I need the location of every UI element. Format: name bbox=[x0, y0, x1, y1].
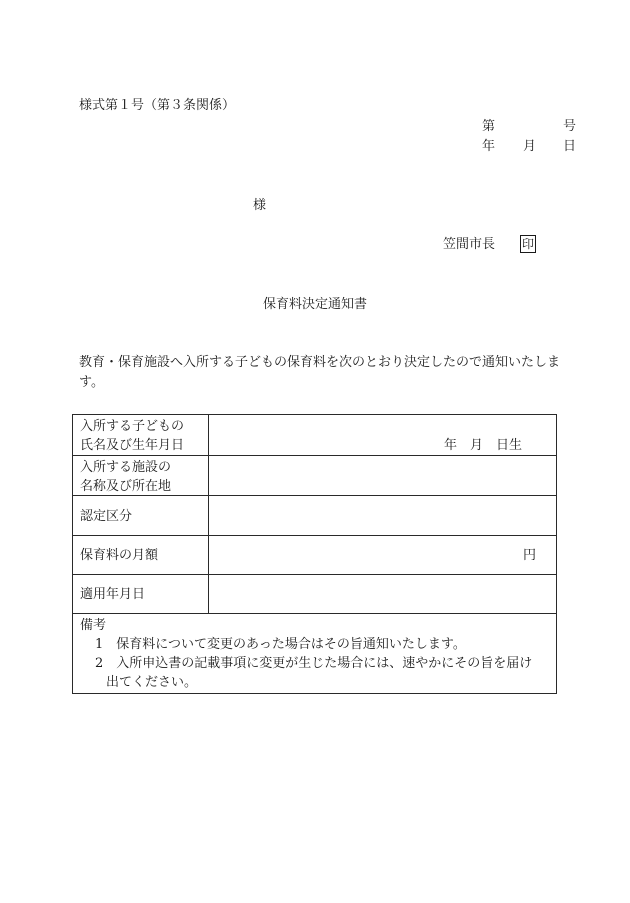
table-label-cell bbox=[73, 496, 209, 535]
facility-name-address-field bbox=[209, 456, 556, 495]
document-title: 保育料決定通知書 bbox=[262, 297, 367, 312]
table-row-certification bbox=[73, 496, 556, 536]
addressee-honorific: 様 bbox=[253, 198, 267, 213]
label-child-line1: 入所する子どもの bbox=[80, 419, 185, 434]
sender-title: 笠間市長 bbox=[443, 237, 496, 252]
effective-date-field bbox=[209, 575, 556, 613]
birthdate-suffix: 年 月 日生 bbox=[444, 438, 523, 453]
remarks-item-2-continued: 出てください。 bbox=[106, 675, 198, 690]
document-body-text: 教育・保育施設へ入所する子どもの保育料を次のとおり決定したので通知いたします。 bbox=[79, 355, 561, 390]
child-name-birthdate-field bbox=[209, 415, 556, 455]
date-year-label: 年 bbox=[482, 139, 496, 154]
form-number-label: 様式第１号（第３条関係） bbox=[79, 98, 236, 113]
label-child-line2: 氏名及び生年月日 bbox=[80, 438, 185, 453]
label-facility-line2: 名称及び所在地 bbox=[80, 479, 172, 494]
seal-stamp-box: 印 bbox=[521, 237, 534, 251]
certification-category-field bbox=[209, 496, 556, 535]
date-day-label: 日 bbox=[563, 139, 577, 154]
monthly-fee-field bbox=[209, 536, 556, 574]
remarks-item-2: 2 入所申込書の記載事項に変更が生じた場合には、速やかにその旨を届け bbox=[95, 656, 533, 671]
document-number-suffix: 号 bbox=[563, 119, 577, 134]
remarks-section bbox=[73, 614, 556, 693]
decision-table bbox=[72, 414, 557, 694]
remarks-item-1: 1 保育料について変更のあった場合はその旨通知いたします。 bbox=[95, 637, 466, 652]
table-row-monthly-fee bbox=[73, 536, 556, 575]
table-row-child-info bbox=[73, 415, 556, 456]
table-row-facility bbox=[73, 456, 556, 496]
table-label-cell bbox=[73, 575, 209, 613]
label-effective-date: 適用年月日 bbox=[80, 587, 146, 602]
table-row-effective-date bbox=[73, 575, 556, 614]
date-month-label: 月 bbox=[523, 139, 537, 154]
label-facility-line1: 入所する施設の bbox=[80, 460, 172, 475]
table-label-cell bbox=[73, 456, 209, 495]
table-label-cell bbox=[73, 536, 209, 574]
table-label-cell bbox=[73, 415, 209, 455]
label-certification: 認定区分 bbox=[80, 509, 133, 524]
label-monthly-fee: 保育料の月額 bbox=[80, 548, 159, 563]
document-number-prefix: 第 bbox=[482, 119, 496, 134]
currency-unit: 円 bbox=[523, 548, 537, 563]
remarks-heading: 備考 bbox=[80, 618, 107, 633]
